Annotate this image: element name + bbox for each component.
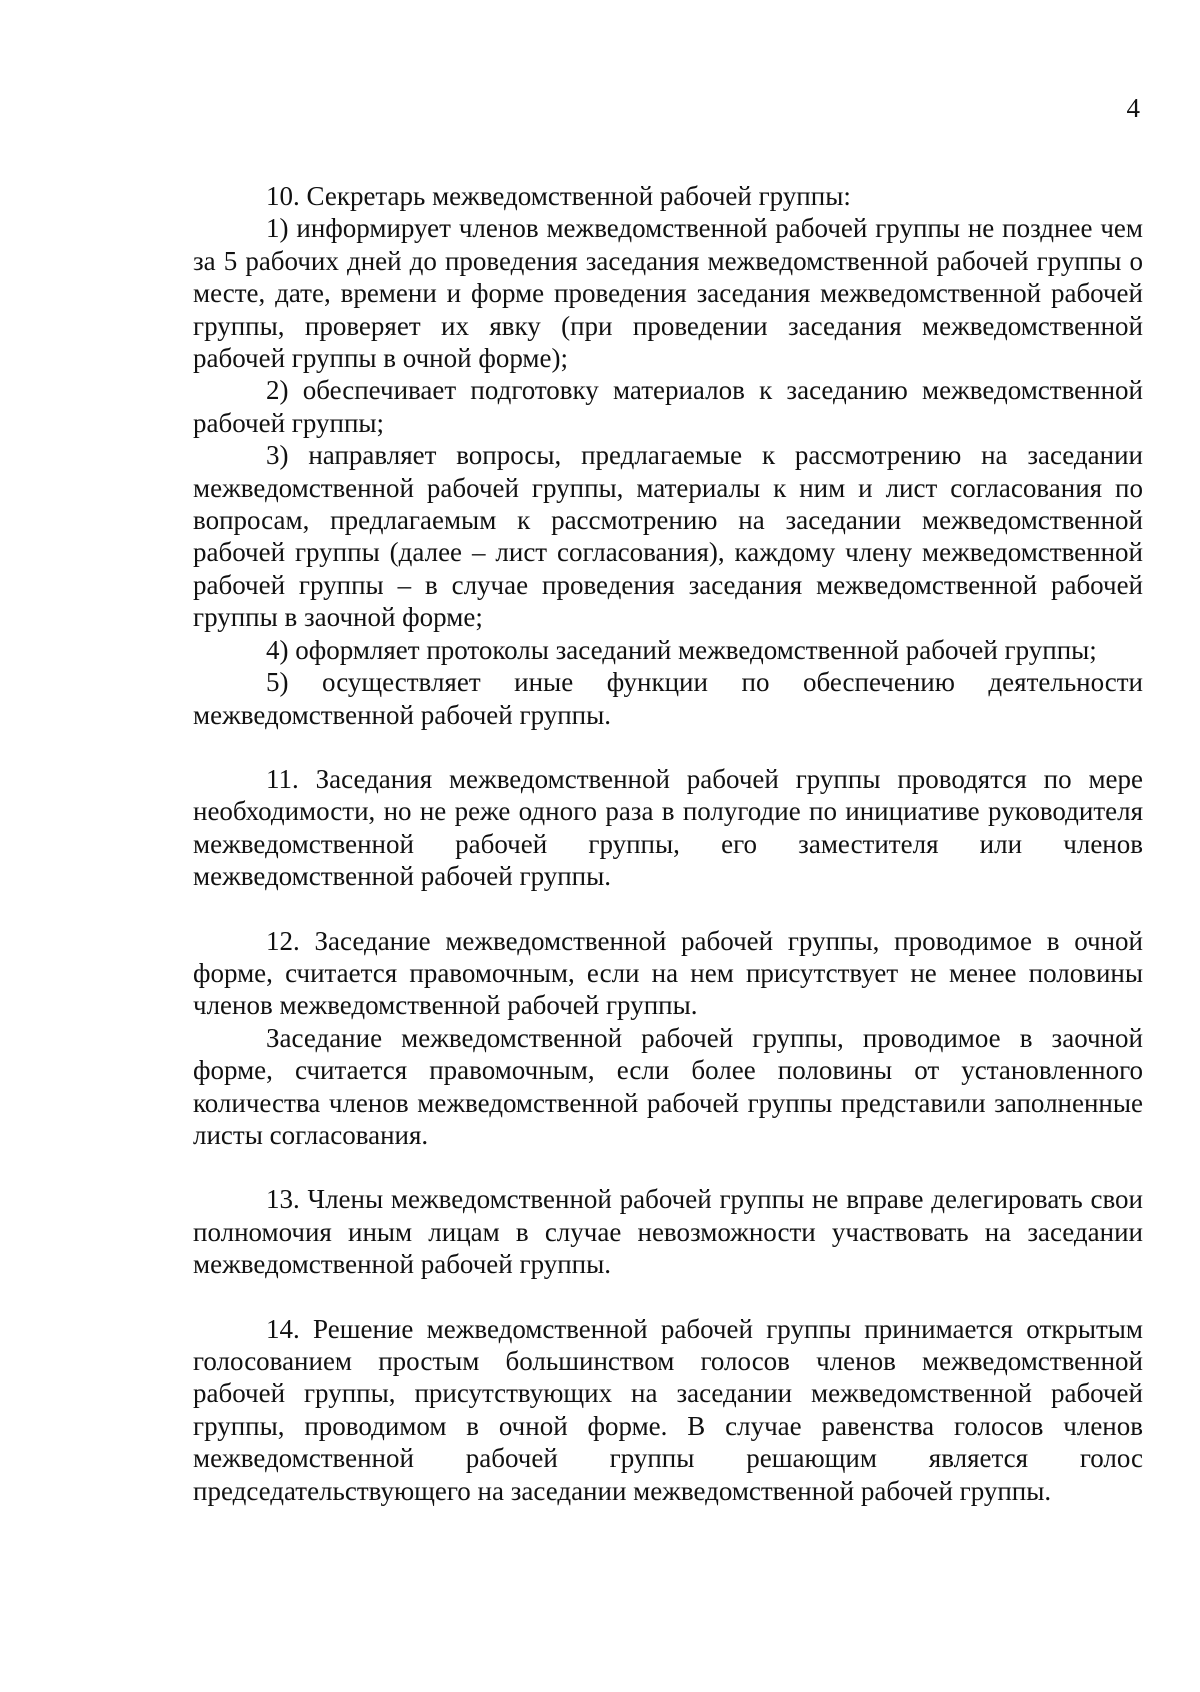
paragraph-10-item-4: 4) оформляет протоколы заседаний межведомственной рабочей группы; xyxy=(266,634,1097,665)
paragraph-10-item-2: 2) обеспечивает подготовку материалов к заседанию межведомственной рабочей группы; xyxy=(193,375,1143,438)
paragraph-10-item-1: 1) информирует членов межведомственной рабочей группы не позднее чем за 5 рабочих дней до проведения заседания межведомственной рабочей группы о месте, дате, времени и форме проведения заседания межведомственной рабочей группы, проверяет их явку (при проведении заседания межведомственной рабочей группы в очной форме); xyxy=(193,213,1143,374)
paragraph-11: 11. Заседания межведомственной рабочей группы проводятся по мере необходимости, но не реже одного раза в полугодие по инициативе руководителя межведомственной рабочей группы, его заместителя или членов межведомственной рабочей группы. xyxy=(193,763,1143,892)
document-body xyxy=(193,180,1143,1507)
paragraph-10-item-3: 3) направляет вопросы, предлагаемые к рассмотрению на заседании межведомственной рабочей группы, материалы к ним и лист согласования по вопросам, предлагаемым к рассмотрению на заседании межведомственной рабочей группы (далее – лист согласования), каждому члену межведомственной рабочей группы – в случае проведения заседания межведомственной рабочей группы в заочной форме; xyxy=(193,440,1143,633)
paragraph-12-continued: Заседание межведомственной рабочей группы, проводимое в заочной форме, считается правомочным, если более половины от установленного количества членов межведомственной рабочей группы представили заполненные листы согласования. xyxy=(193,1022,1143,1150)
paragraph-13: 13. Члены межведомственной рабочей группы не вправе делегировать свои полномочия иным лицам в случае невозможности участвовать на заседании межведомственной рабочей группы. xyxy=(193,1184,1143,1280)
paragraph-10-item-5: 5) осуществляет иные функции по обеспечению деятельности межведомственной рабочей группы. xyxy=(193,667,1143,730)
paragraph-14: 14. Решение межведомственной рабочей группы принимается открытым голосованием простым большинством голосов членов межведомственной рабочей группы, присутствующих на заседании межведомственной рабочей группы, проводимом в очной форме. В случае равенства голосов членов межведомственной рабочей группы решающим является голос председательствующего на заседании межведомственной рабочей группы. xyxy=(193,1313,1143,1506)
page-number: 4 xyxy=(1126,93,1140,123)
paragraph-12: 12. Заседание межведомственной рабочей группы, проводимое в очной форме, считается правомочным, если на нем присутствует не менее половины членов межведомственной рабочей группы. xyxy=(193,925,1143,1021)
paragraph-10-heading: 10. Секретарь межведомственной рабочей группы: xyxy=(266,181,851,211)
